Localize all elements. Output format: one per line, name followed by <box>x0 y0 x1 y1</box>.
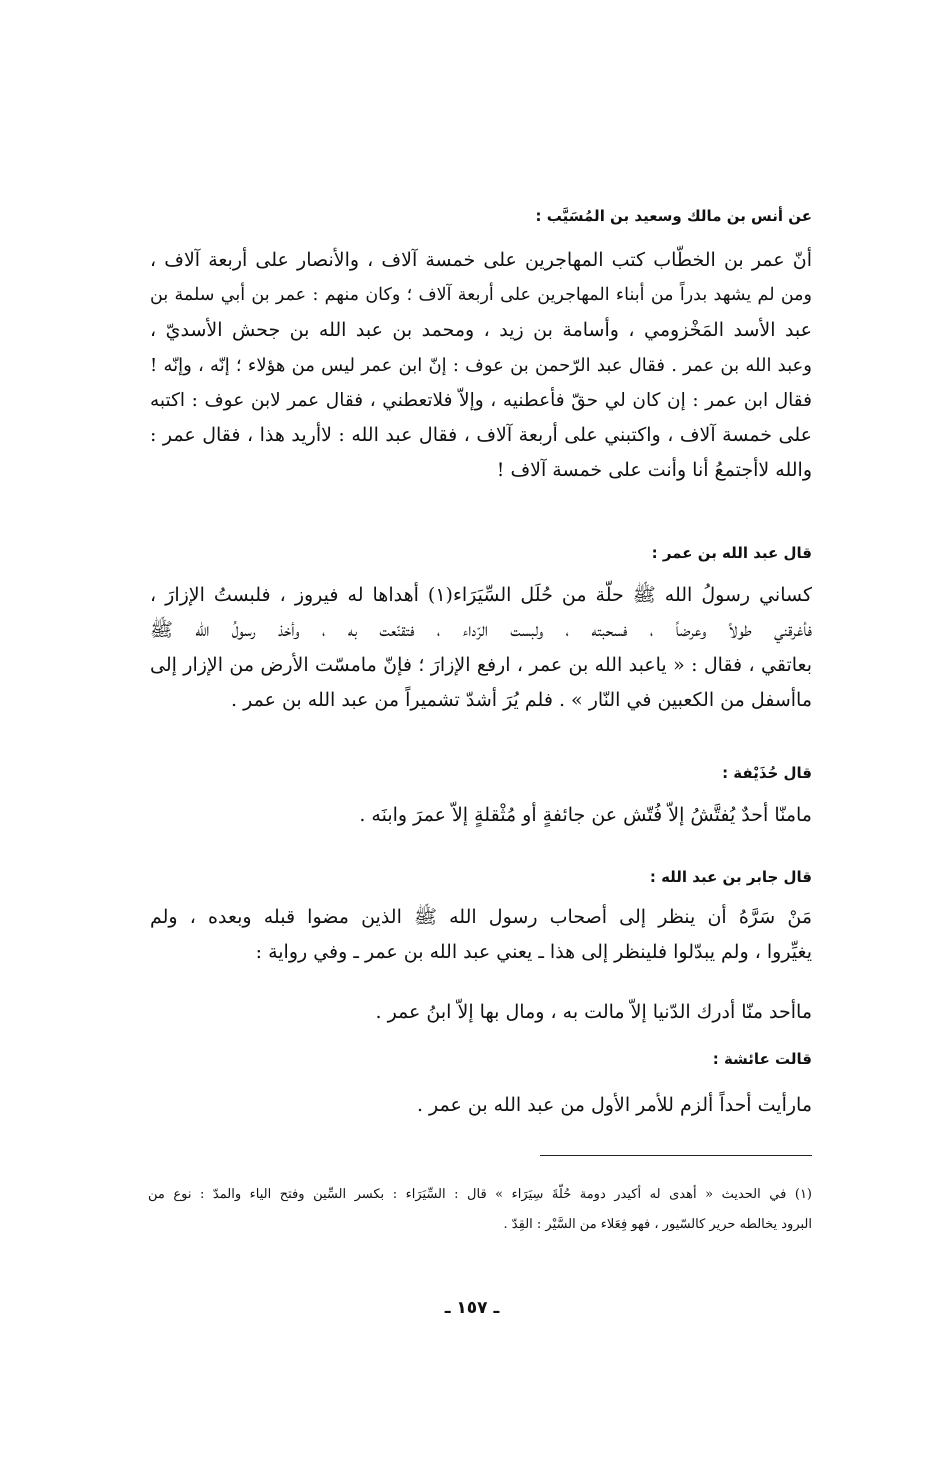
section-heading-jabir: قال جابر بن عبد الله : <box>649 868 812 886</box>
text-line: فقال ابن عمر : إن كان لي حقّ فأعطنيه ، وإلاّ فلاتعطني ، فقال عمر لابن عوف : اكتبه <box>150 390 812 411</box>
section-heading-abdullah: قال عبد الله بن عمر : <box>651 544 812 562</box>
footnote-divider <box>540 1155 812 1156</box>
section-heading-aisha: قالت عائشة : <box>712 1050 812 1068</box>
text-line: كساني رسولُ الله ﷺ حلّة من حُلَل السِّيَرَاء(١) أهداها له فيروز ، فلبستُ الإزارَ ، <box>150 584 812 606</box>
text-line: ومن لم يشهد بدراً من أبناء المهاجرين على أربعة آلاف ؛ وكان منهم : عمر بن أبي سلمة بن <box>150 285 812 305</box>
section-body-anas <box>150 243 812 488</box>
section-body-abdullah <box>150 578 812 718</box>
footnote-line: (١) في الحديث « أهدى له أكيدر دومة حُلّةَ سِيَرَاء » قال : السِّيَرَاء : بكسر السِّين وفتح الياء والمدّ : نوع من <box>148 1187 812 1202</box>
text-line: فأغرقني طولاً وعرضاً ، فسحبته ، ولبست الرّداء ، فتقنّعت به ، وأخذ رسولُ الله ﷺ <box>150 619 812 641</box>
footnote-line: البرود يخالطه حرير كالسّيور ، فهو فِعَلاء من السَّيْر : القِدّ . <box>503 1217 812 1232</box>
text-line: عبد الأسد المَخْزومي ، وأسامة بن زيد ، ومحمد بن عبد الله بن جحش الأسديّ ، <box>150 319 812 341</box>
section-heading-hudhayfa: قال حُذَيْفة : <box>722 764 812 782</box>
text-line: أنّ عمر بن الخطّاب كتب المهاجرين على خمسة آلاف ، والأنصار على أربعة آلاف ، <box>150 249 812 271</box>
text-line: وعبد الله بن عمر . فقال عبد الرّحمن بن عوف : إنّ ابن عمر ليس من هؤلاء ؛ إنّه ، وإنّه ! <box>150 355 812 376</box>
section-body-jabir-riwaya: ماأحد منّا أدرك الدّنيا إلاّ مالت به ، ومال بها إلاّ ابنُ عمر . <box>375 1001 812 1023</box>
section-body-jabir <box>150 900 812 970</box>
text-line: ماأسفل من الكعبين في النّار » . فلم يُرَ أشدّ تشميراً من عبد الله بن عمر . <box>231 689 812 711</box>
section-body-aisha: مارأيت أحداً ألزم للأمر الأول من عبد الله بن عمر . <box>416 1094 812 1116</box>
text-line: والله لاأجتمعُ أنا وأنت على خمسة آلاف ! <box>496 459 812 481</box>
text-line: مَنْ سَرَّهُ أن ينظر إلى أصحاب رسول الله ﷺ الذين مضوا قبله وبعده ، ولم <box>150 906 812 928</box>
text-line: بعاتقي ، فقال : « ياعبد الله بن عمر ، ارفع الإزارَ ؛ فإنّ مامسّت الأرض من الإزار إلى <box>150 654 812 676</box>
section-body-hudhayfa: مامنّا أحدٌ يُفتَّشُ إلاّ فُتّش عن جائفةٍ أو مُثْقلةٍ إلاّ عمرَ وابنَه . <box>359 804 812 826</box>
text-line: يغيِّروا ، ولم يبدّلوا فلينظر إلى هذا ـ يعني عبد الله بن عمر ـ وفي رواية : <box>255 941 812 963</box>
page-number: ـ ١٥٧ ـ <box>444 1298 500 1318</box>
footnote <box>148 1180 812 1240</box>
text-line: على خمسة آلاف ، واكتبني على أربعة آلاف ، فقال عبد الله : لاأريد هذا ، فقال عمر : <box>150 424 812 446</box>
section-heading-anas: عن أنس بن مالك وسعيد بن المُسَيَّب : <box>535 207 812 225</box>
